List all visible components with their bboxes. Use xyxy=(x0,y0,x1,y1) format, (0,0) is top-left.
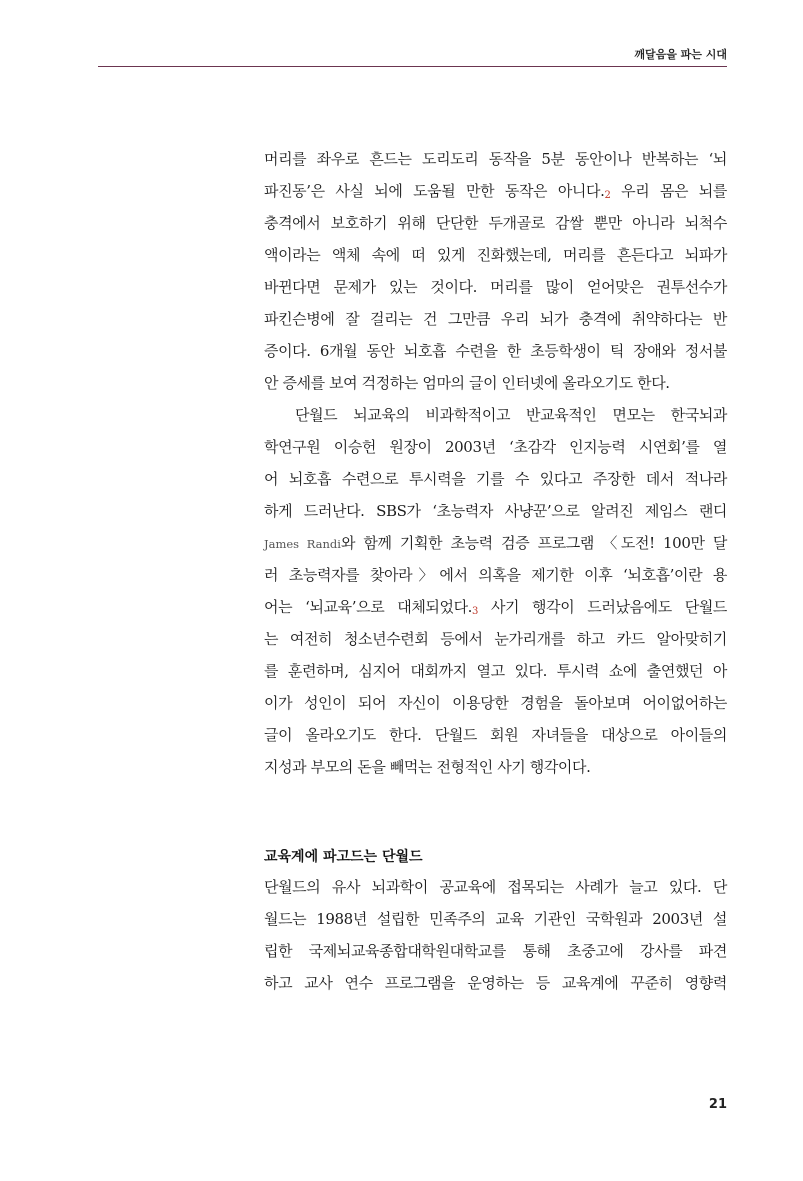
text-line: 바뀐다면 문제가 있는 것이다. 머리를 많이 얻어맞은 권투선수가 xyxy=(264,278,727,296)
text-line: 하고 교사 연수 프로그램을 운영하는 등 교육계에 꾸준히 영향력 xyxy=(264,974,727,992)
footnote-marker: 2 xyxy=(604,190,611,201)
page-number: 21 xyxy=(708,1097,727,1112)
section-paragraph xyxy=(264,871,727,999)
latin-name: James Randi xyxy=(264,537,341,551)
text-run: 와 함께 기획한 초능력 검증 프로그램 〈도전! 100만 달 xyxy=(340,534,727,552)
text-line: 파킨슨병에 잘 걸리는 건 그만큼 우리 뇌가 충격에 취약하다는 반 xyxy=(264,310,727,328)
text-line: 를 훈련하며, 심지어 대회까지 열고 있다. 투시력 쇼에 출연했던 아 xyxy=(264,662,727,680)
text-line: 러 초능력자를 찾아라〉에서 의혹을 제기한 이후 ‘뇌호흡’이란 용 xyxy=(264,566,727,584)
text-line: 하게 드러난다. SBS가 ‘초능력자 사냥꾼’으로 알려진 제임스 랜디 xyxy=(264,502,727,520)
header-rule xyxy=(98,66,727,67)
text-line: 립한 국제뇌교육종합대학원대학교를 통해 초중고에 강사를 파견 xyxy=(264,942,727,960)
text-line: 학연구원 이승헌 원장이 2003년 ‘초감각 인지능력 시연회’를 열 xyxy=(264,438,727,456)
text-line: 는 여전히 청소년수련회 등에서 눈가리개를 하고 카드 알아맞히기 xyxy=(264,630,727,648)
text-line: 머리를 좌우로 흔드는 도리도리 동작을 5분 동안이나 반복하는 ‘뇌 xyxy=(264,150,727,168)
text-line: 안 증세를 보여 걱정하는 엄마의 글이 인터넷에 올라오기도 한다. xyxy=(264,374,670,392)
text-line xyxy=(264,175,727,207)
text-line xyxy=(264,591,727,623)
text-run: 사기 행각이 드러났음에도 단월드 xyxy=(490,598,727,616)
text-run: 파진동’은 사실 뇌에 도움될 만한 동작은 아니다. xyxy=(264,182,605,200)
paragraph-2 xyxy=(264,399,727,783)
text-line: 액이라는 액체 속에 떠 있게 진화했는데, 머리를 흔든다고 뇌파가 xyxy=(264,246,727,264)
section-heading: 교육계에 파고드는 단월드 xyxy=(264,849,423,865)
text-line: 단월드의 유사 뇌과학이 공교육에 접목되는 사례가 늘고 있다. 단 xyxy=(264,878,727,896)
text-line: 지성과 부모의 돈을 빼먹는 전형적인 사기 행각이다. xyxy=(264,758,591,776)
text-line: 증이다. 6개월 동안 뇌호흡 수련을 한 초등학생이 틱 장애와 정서불 xyxy=(264,342,727,360)
text-line: 어 뇌호흡 수련으로 투시력을 기를 수 있다고 주장한 데서 적나라 xyxy=(264,470,727,488)
text-line: 월드는 1988년 설립한 민족주의 교육 기관인 국학원과 2003년 설 xyxy=(264,910,727,928)
running-title: 깨달음을 파는 시대 xyxy=(634,48,727,61)
text-line: 이가 성인이 되어 자신이 이용당한 경험을 돌아보며 어이없어하는 xyxy=(264,694,727,712)
text-line: 충격에서 보호하기 위해 단단한 두개골로 감쌀 뿐만 아니라 뇌척수 xyxy=(264,214,727,232)
text-run: 어는 ‘뇌교육’으로 대체되었다. xyxy=(264,598,473,616)
text-line xyxy=(264,527,727,559)
text-line: 글이 올라오기도 한다. 단월드 회원 자녀들을 대상으로 아이들의 xyxy=(264,726,727,744)
paragraph-1 xyxy=(264,143,727,399)
text-run: 우리 몸은 뇌를 xyxy=(621,182,727,200)
footnote-marker: 3 xyxy=(472,606,479,617)
text-line: 단월드 뇌교육의 비과학적이고 반교육적인 면모는 한국뇌과 xyxy=(295,406,727,424)
